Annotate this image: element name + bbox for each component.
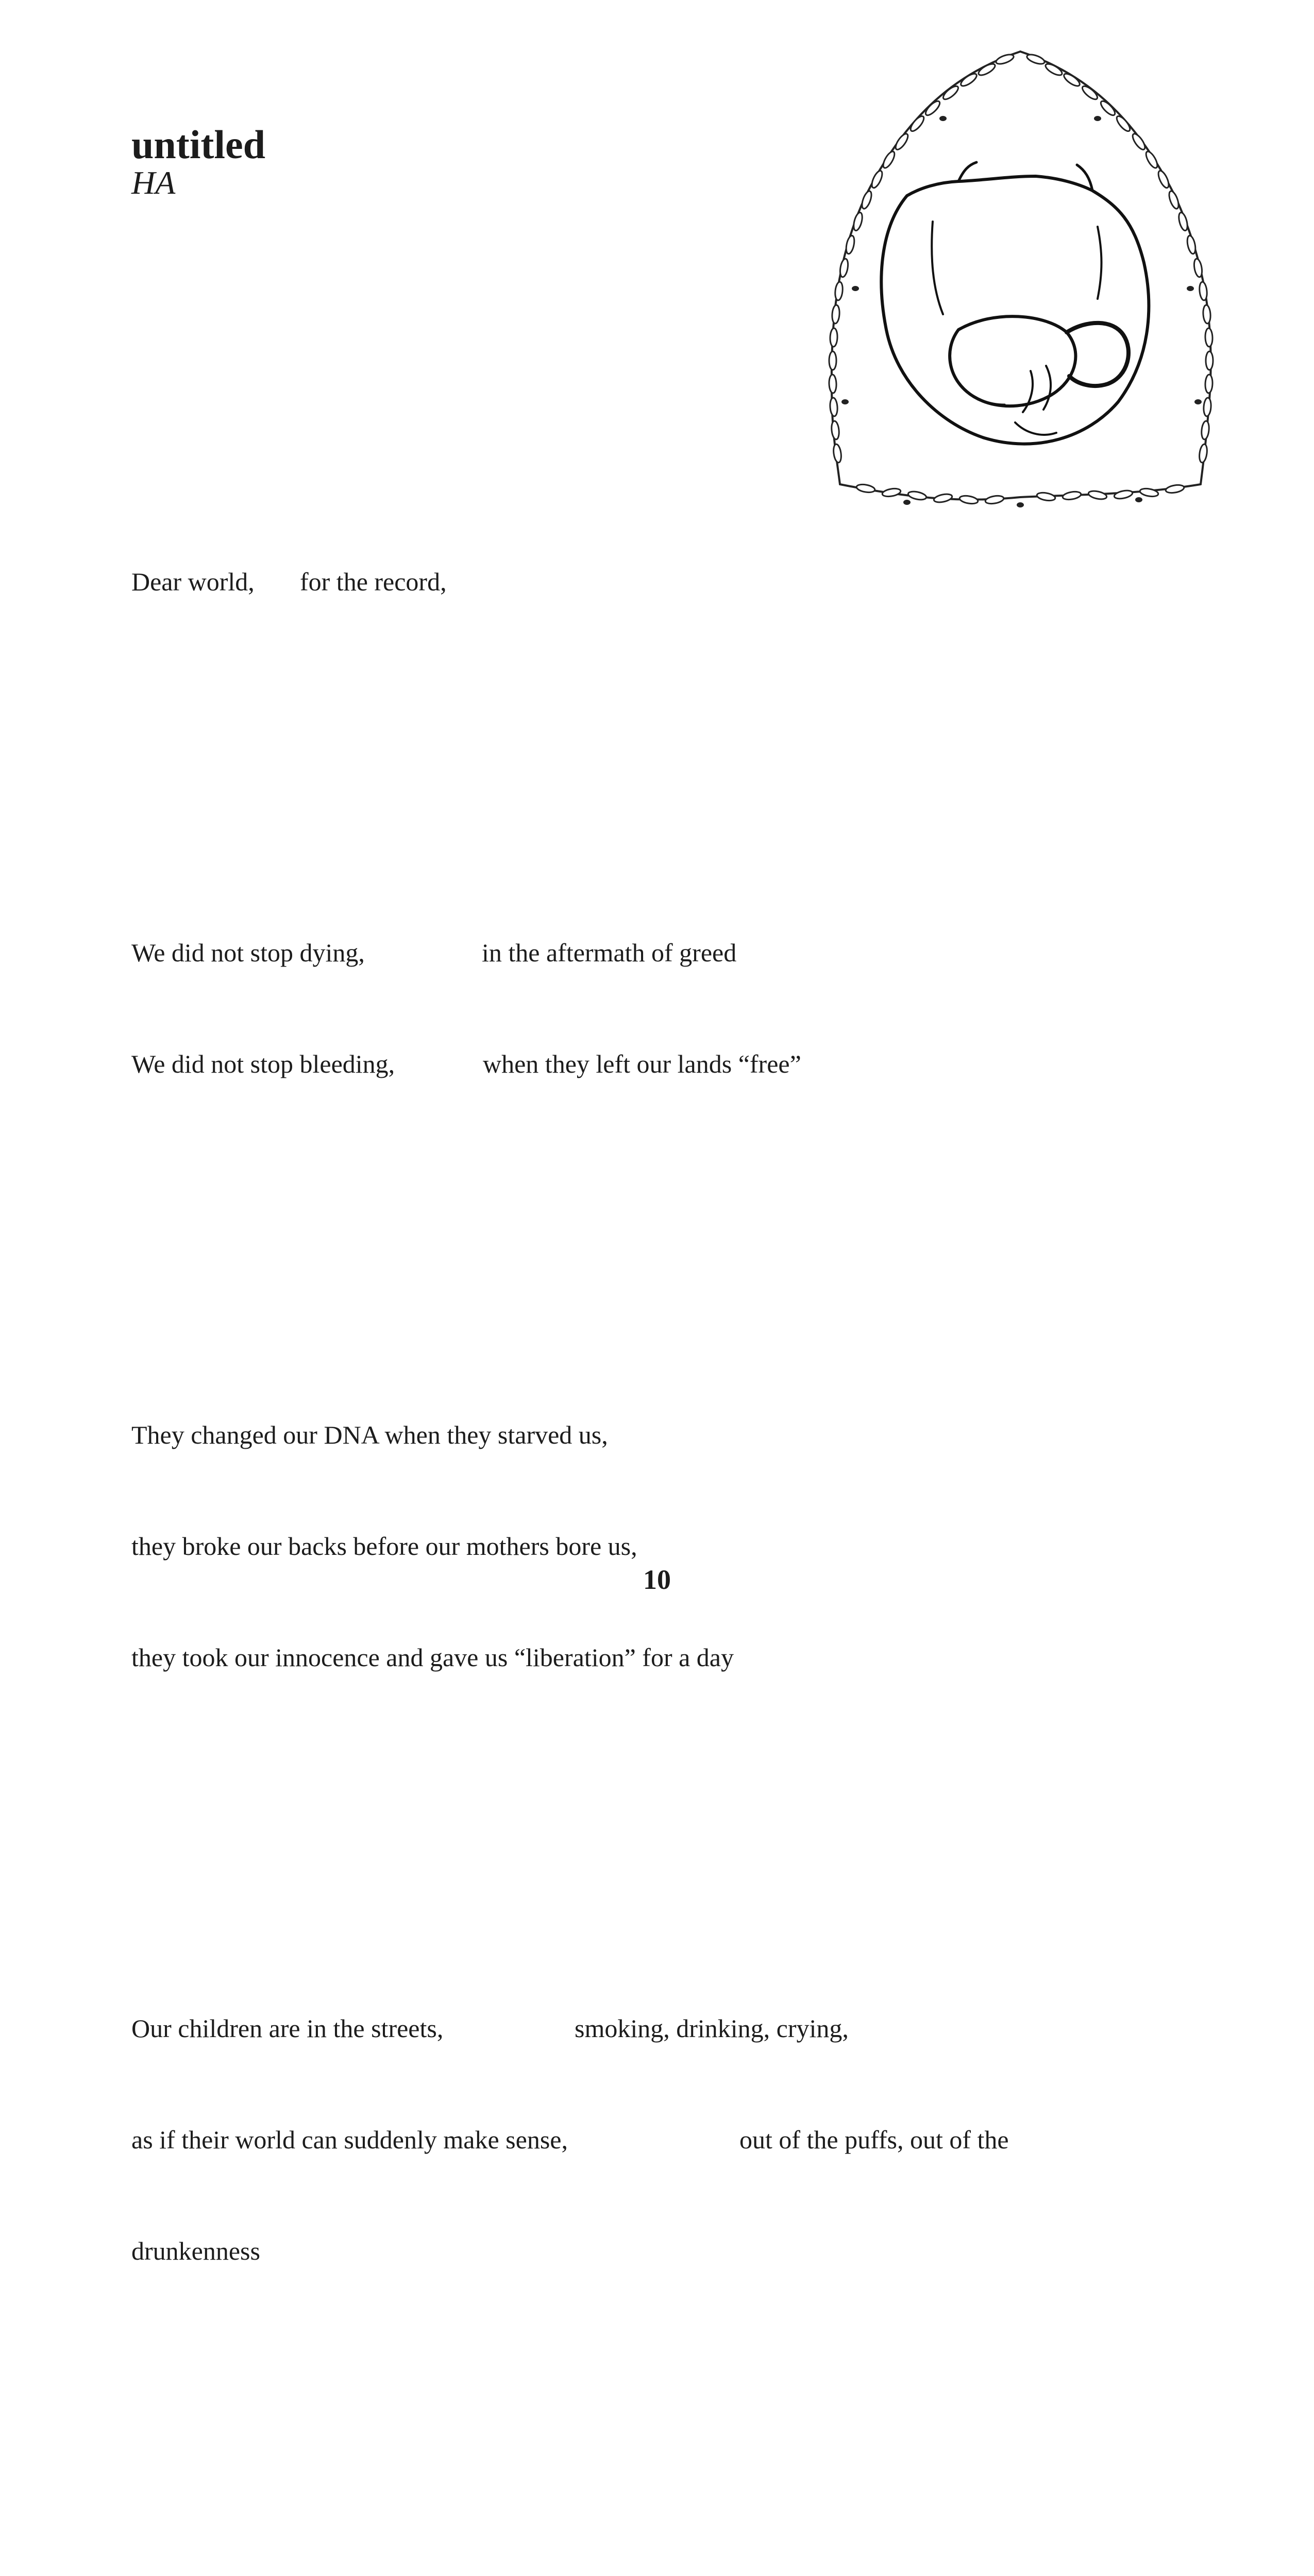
line-segment: out of the puffs, out of the xyxy=(739,2125,1009,2154)
poem-line xyxy=(131,2010,1193,2047)
line-segment: smoking, drinking, crying, xyxy=(575,2014,849,2043)
poem-line xyxy=(131,563,1193,600)
line-segment: for the record, xyxy=(300,567,447,596)
poem-line xyxy=(131,2232,1193,2269)
line-segment: as if their world can suddenly make sense, xyxy=(131,2125,568,2154)
line-segment: drunkenness xyxy=(131,2236,260,2265)
stanza-4 xyxy=(131,1936,1193,2344)
stanza-1 xyxy=(131,489,1193,674)
poem-line xyxy=(131,2121,1193,2158)
line-segment: Our children are in the streets, xyxy=(131,2014,444,2043)
line-segment: in the aftermath of greed xyxy=(482,938,737,967)
stanza-5 xyxy=(131,2529,1193,2576)
stanza-3 xyxy=(131,1342,1193,1750)
poem-line xyxy=(131,934,1193,971)
line-segment: We did not stop bleeding, xyxy=(131,1049,395,1078)
poem-line xyxy=(131,1639,1193,1676)
line-segment: they took our innocence and gave us “liberation” for a day xyxy=(131,1643,734,1672)
embrace-figures xyxy=(881,162,1149,444)
line-segment: We did not stop dying, xyxy=(131,938,365,967)
stanza-2 xyxy=(131,860,1193,1157)
line-segment: Dear world, xyxy=(131,567,255,596)
line-segment: when they left our lands “free” xyxy=(483,1049,801,1078)
line-segment: They changed our DNA when they starved us, xyxy=(131,1420,608,1449)
poem-line xyxy=(131,1045,1193,1082)
poem-body xyxy=(131,415,1193,2576)
line-segment: they broke our backs before our mothers bore us, xyxy=(131,1532,637,1561)
poem-line xyxy=(131,1416,1193,1453)
page-number: 10 xyxy=(643,1564,671,1595)
poem-line xyxy=(131,1528,1193,1565)
poem-author: HA xyxy=(131,164,176,201)
poem-title: untitled xyxy=(131,122,266,167)
